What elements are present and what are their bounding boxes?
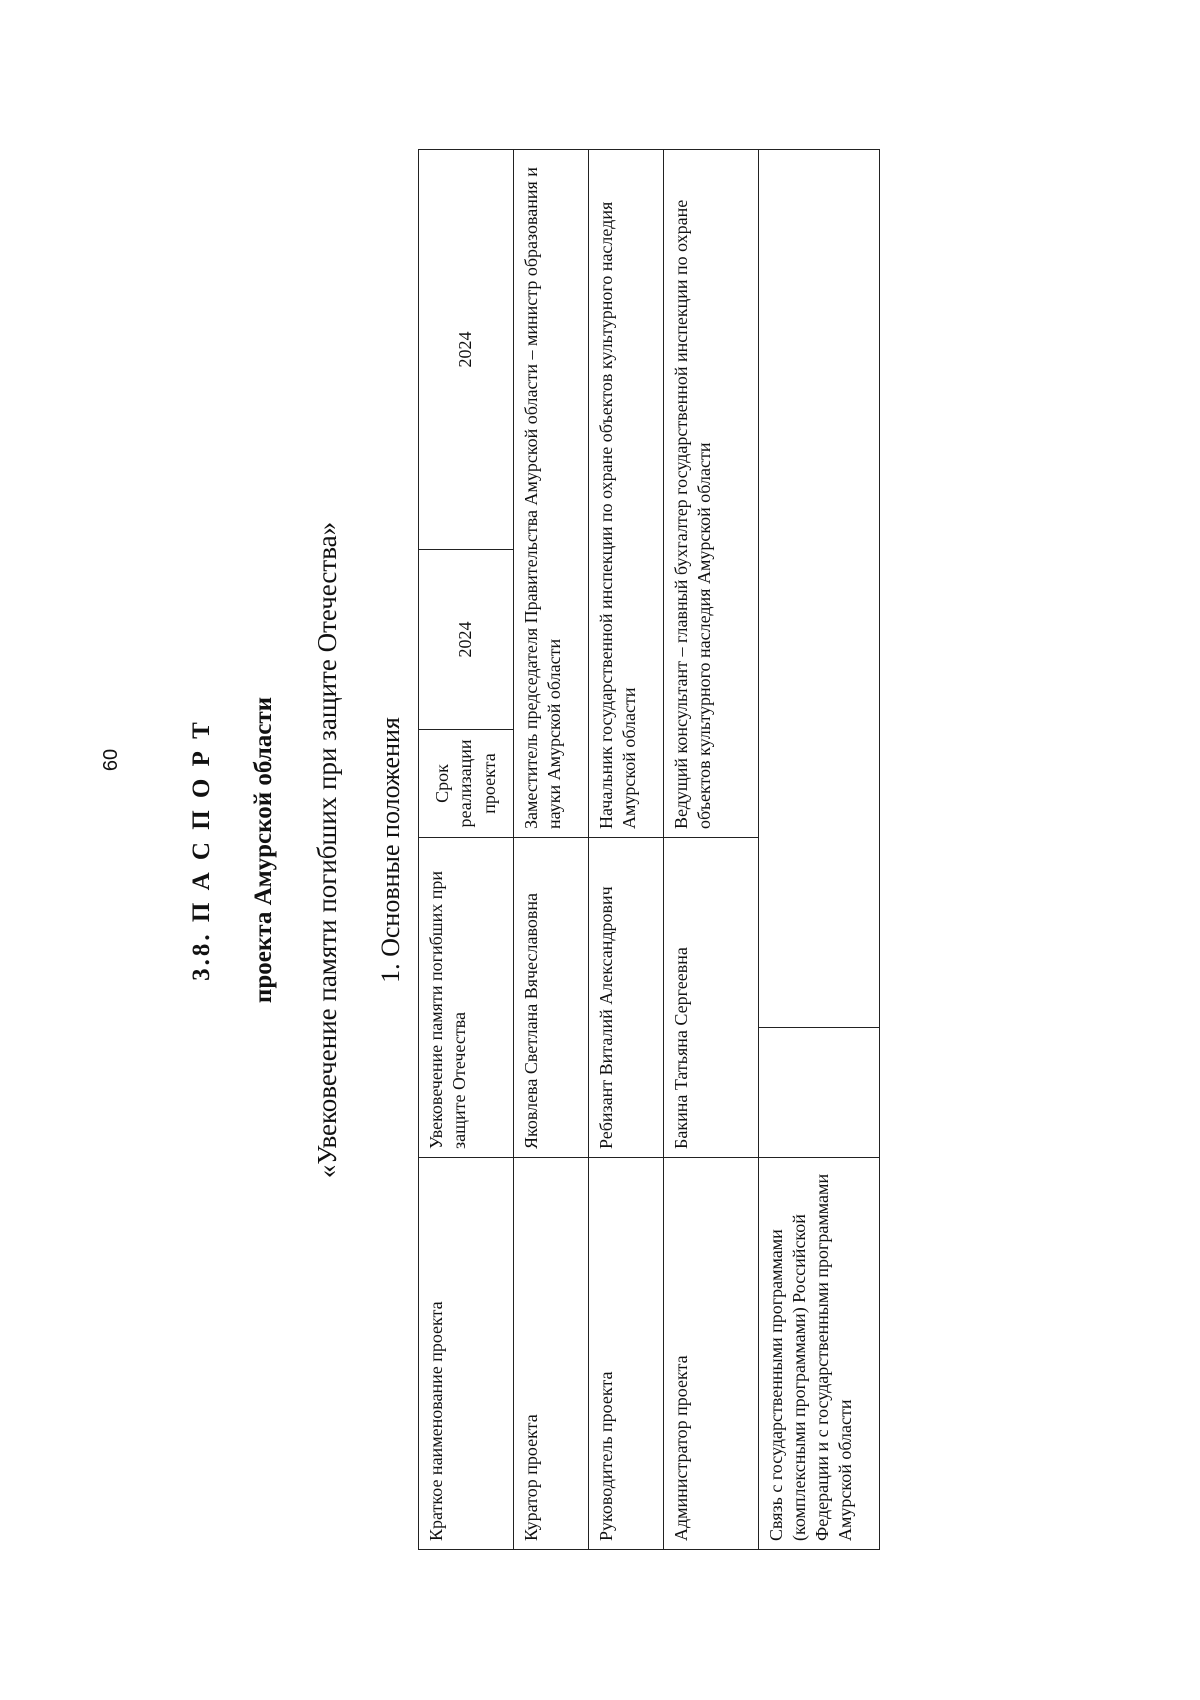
table-row	[759, 150, 880, 1550]
administrator-position: Ведущий консультант – главный бухгалтер государственной инспекции по охране объектов культурного наследия Амурской области	[664, 150, 759, 838]
administrator-name: Бакина Татьяна Сергеевна	[664, 838, 759, 1158]
document-subtitle: проекта Амурской области	[250, 696, 277, 1004]
table-row	[419, 150, 514, 1550]
document-title: 3.8. П А С П О Р Т	[188, 719, 215, 981]
document-page	[100, 140, 980, 1560]
table-row	[589, 150, 664, 1550]
term-start: 2024	[419, 550, 514, 730]
curator-position: Заместитель председателя Правительства Амурской области – министр образования и науки Амурской области	[514, 150, 589, 838]
row-label-short-name: Краткое наименование проекта	[419, 1158, 514, 1550]
table-row	[514, 150, 589, 1550]
project-name-heading: «Увековечение памяти погибших при защите Отечества»	[312, 521, 342, 1179]
head-name: Ребизант Виталий Александрович	[589, 838, 664, 1158]
term-end: 2024	[419, 150, 514, 550]
curator-name: Яковлева Светлана Вячеславовна	[514, 838, 589, 1158]
row-label-program-link: Связь с государственными программами (комплексными программами) Российской Федерации и с государственными программами Амурской области	[759, 1158, 880, 1550]
term-label: Срок реализации проекта	[419, 730, 514, 838]
table-row	[664, 150, 759, 1550]
head-position: Начальник государственной инспекции по охране объектов культурного наследия Амурской области	[589, 150, 664, 838]
row-label-administrator: Администратор проекта	[664, 1158, 759, 1550]
program-link-value	[759, 150, 880, 1028]
page-number: 60	[100, 748, 122, 772]
passport-table	[418, 149, 880, 1550]
section-heading: 1. Основные положения	[376, 717, 405, 983]
program-link-cell-a	[759, 1028, 880, 1158]
short-name-value: Увековечение памяти погибших при защите Отечества	[419, 838, 514, 1158]
row-label-head: Руководитель проекта	[589, 1158, 664, 1550]
row-label-curator: Куратор проекта	[514, 1158, 589, 1550]
